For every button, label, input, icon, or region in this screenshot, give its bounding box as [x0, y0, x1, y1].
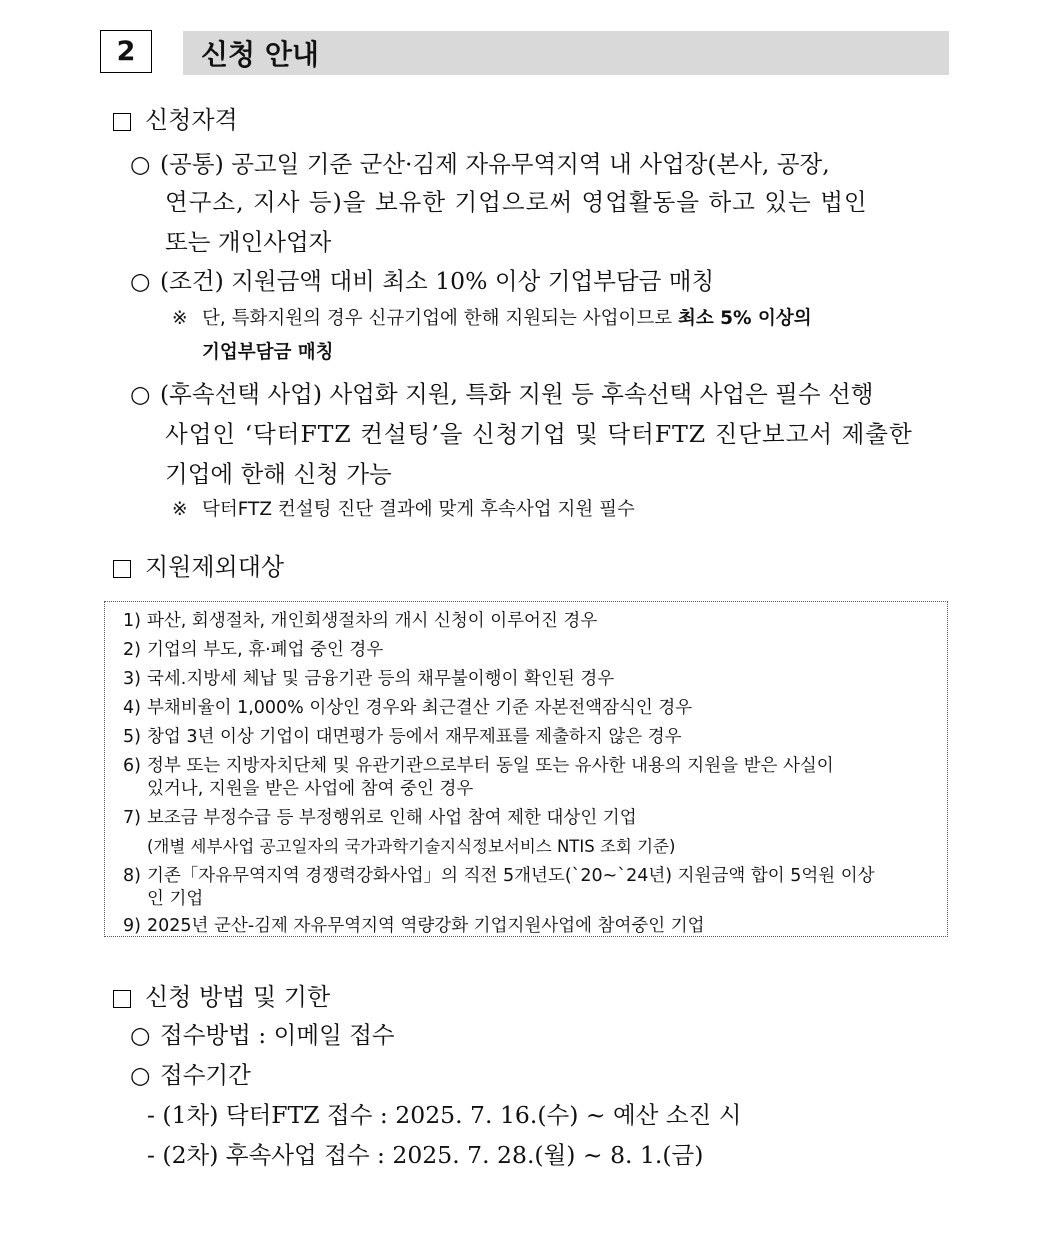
section-number: 2	[100, 30, 152, 73]
eligibility-followup-line3: 기업에 한해 신청 가능	[165, 460, 392, 488]
checkbox-square-icon	[113, 113, 131, 131]
eligibility-followup-line1: ○ (후속선택 사업) 사업화 지원, 특화 지원 등 후속선택 사업은 필수 선행	[130, 380, 874, 408]
reference-mark-icon: ※	[172, 499, 188, 520]
list-item: 5) 창업 3년 이상 기업이 대면평가 등에서 재무제표를 제출하지 않은 경우	[123, 727, 682, 747]
reference-mark-icon: ※	[172, 308, 188, 329]
bullet-circle-icon: ○	[130, 380, 151, 408]
application-heading: 신청 방법 및 기한	[113, 977, 330, 1012]
application-method: ○ 접수방법 : 이메일 접수	[130, 1021, 395, 1049]
eligibility-common-line2: 연구소, 지사 등)을 보유한 기업으로써 영업활동을 하고 있는 법인	[165, 188, 868, 216]
followup-note: ※ 닥터FTZ 컨설팅 진단 결과에 맞게 후속사업 지원 필수	[172, 499, 635, 520]
exclusion-heading: 지원제외대상	[113, 547, 284, 582]
checkbox-square-icon	[113, 560, 131, 578]
eligibility-common-line3: 또는 개인사업자	[165, 228, 332, 256]
bullet-circle-icon: ○	[130, 1021, 151, 1049]
bullet-circle-icon: ○	[130, 267, 151, 295]
eligibility-followup-line2: 사업인 ‘닥터FTZ 컨설팅’을 신청기업 및 닥터FTZ 진단보고서 제출한	[165, 420, 913, 448]
list-item: 1) 파산, 회생절차, 개인회생절차의 개시 신청이 이루어진 경우	[123, 611, 598, 631]
eligibility-condition-line: ○ (조건) 지원금액 대비 최소 10% 이상 기업부담금 매칭	[130, 267, 715, 295]
section-title-bar	[183, 31, 949, 75]
list-item: 9) 2025년 군산-김제 자유무역지역 역량강화 기업지원사업에 참여중인 기업	[123, 916, 705, 936]
eligibility-common-line1: ○ (공통) 공고일 기준 군산·김제 자유무역지역 내 사업장(본사, 공장,	[130, 150, 830, 178]
condition-note-bold: 기업부담금 매칭	[202, 342, 334, 363]
list-item: 6) 정부 또는 지방자치단체 및 유관기관으로부터 동일 또는 유사한 내용의 지원을 받은 사실이	[123, 756, 834, 776]
bullet-circle-icon: ○	[130, 150, 151, 178]
application-round2: - (2차) 후속사업 접수 : 2025. 7. 28.(월) ~ 8. 1.(금)	[147, 1141, 704, 1169]
checkbox-square-icon	[113, 990, 131, 1008]
list-item: 3) 국세.지방세 체납 및 금융기관 등의 채무불이행이 확인된 경우	[123, 669, 615, 689]
condition-note: ※ 단, 특화지원의 경우 신규기업에 한해 지원되는 사업이므로 최소 5% 이상의	[172, 308, 812, 329]
section-title: 신청 안내	[201, 38, 319, 71]
eligibility-heading: 신청자격	[113, 100, 238, 135]
list-item: 8) 기존「자유무역지역 경쟁력강화사업」의 직전 5개년도(`20~`24년) 지원금액 합이 5억원 이상	[123, 866, 875, 886]
list-item: 4) 부채비율이 1,000% 이상인 경우와 최근결산 기준 자본전액잠식인 경우	[123, 698, 693, 718]
application-round1: - (1차) 닥터FTZ 접수 : 2025. 7. 16.(수) ~ 예산 소진 시	[147, 1101, 742, 1129]
list-item: 2) 기업의 부도, 휴·폐업 중인 경우	[123, 640, 384, 660]
application-period-label: ○ 접수기간	[130, 1061, 251, 1089]
bullet-circle-icon: ○	[130, 1061, 151, 1089]
list-item-continuation: (개별 세부사업 공고일자의 국가과학기술지식정보서비스 NTIS 조회 기준)	[147, 837, 676, 856]
list-item-continuation: 있거나, 지원을 받은 사업에 참여 중인 경우	[147, 779, 474, 799]
list-item: 7) 보조금 부정수급 등 부정행위로 인해 사업 참여 제한 대상인 기업	[123, 808, 637, 828]
list-item-continuation: 인 기업	[147, 889, 204, 909]
